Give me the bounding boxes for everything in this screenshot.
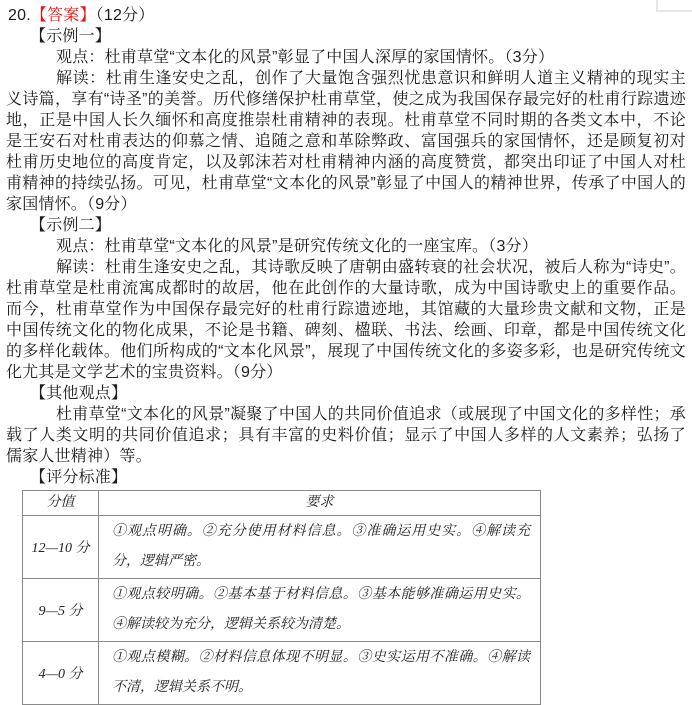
score-range-mid: 9—5 分 bbox=[23, 579, 99, 642]
question-number: 20. bbox=[8, 7, 31, 24]
other-views-text: 杜甫草堂“文本化的风景”凝聚了中国人的共同价值追求（或展现了中国文化的多样性；承载了人类文明的共同价值追求；具有丰富的史料价值；显示了中国人多样的人文素养；弘扬了儒家人世精神）等。 bbox=[6, 406, 686, 465]
example1-interpretation: 解读：杜甫生逢安史之乱，创作了大量饱含强烈忧患意识和鲜明人道主义精神的现实主义诗篇，享有“诗圣”的美誉。历代修缮保护杜甫草堂，使之成为我国保存最完好的杜甫行踪遗迹地，正是中国人长久缅怀和高度推崇杜甫精神的表现。杜甫草堂不同时期的各类文本中，不论是王安石对杜甫表达的仰慕之情、追随之意和革除弊政、富国强兵的家国情怀，还是顾复初对杜甫历史地位的高度肯定，以及郭沫若对杜甫精神内涵的高度赞赏，都突出印证了中国人对杜甫精神的持续弘扬。可见，杜甫草堂“文本化的风景”彰显了中国人的精神世界，传承了中国人的家国情怀。（9分） bbox=[6, 70, 686, 213]
example2-title: 【示例二】 bbox=[30, 217, 112, 234]
rubric-title: 【评分标准】 bbox=[30, 469, 128, 486]
rubric-row-high bbox=[23, 516, 541, 579]
answer-header-line bbox=[8, 5, 686, 26]
requirement-low: ①观点模糊。②材料信息体现不明显。③史实运用不准确。④解读不清，逻辑关系不明。 bbox=[99, 642, 541, 705]
example1-viewpoint: 观点：杜甫草堂“文本化的风景”彰显了中国人深厚的家国情怀。（3分） bbox=[56, 49, 555, 66]
column-header-requirement: 要求 bbox=[99, 491, 541, 516]
other-views-title: 【其他观点】 bbox=[30, 385, 128, 402]
rubric-row-low bbox=[23, 642, 541, 705]
rubric-header-row bbox=[23, 491, 541, 516]
example2-viewpoint: 观点：杜甫草堂“文本化的风景”是研究传统文化的一座宝库。（3分） bbox=[56, 238, 538, 255]
scrollbar-corner-artifact bbox=[656, 0, 692, 12]
score-range-low: 4—0 分 bbox=[23, 642, 99, 705]
requirement-high: ①观点明确。②充分使用材料信息。③准确运用史实。④解读充分，逻辑严密。 bbox=[99, 516, 541, 579]
example2-interpretation: 解读：杜甫生逢安史之乱，其诗歌反映了唐朝由盛转衰的社会状况，被后人称为“诗史”。杜甫草堂是杜甫流寓成都时的故居，他在此创作的大量诗歌，成为中国诗歌史上的重要作品。而今，杜甫草堂作为中国保存最完好的杜甫行踪遗迹地，其馆藏的大量珍贵文献和文物，正是中国传统文化的物化成果，不论是书籍、碑刻、楹联、书法、绘画、印章，都是中国传统文化的多样化载体。他们所构成的“文本化风景”，展现了中国传统文化的多姿多彩，也是研究传统文化尤其是文学艺术的宝贵资料。（9分） bbox=[6, 259, 686, 381]
requirement-mid: ①观点较明确。②基本基于材料信息。③基本能够准确运用史实。④解读较为充分，逻辑关系较为清楚。 bbox=[99, 579, 541, 642]
rubric-table bbox=[22, 490, 541, 705]
score-range-high: 12—10 分 bbox=[23, 516, 99, 579]
total-score: （12分） bbox=[95, 7, 155, 24]
example1-title: 【示例一】 bbox=[30, 28, 112, 45]
column-header-score: 分值 bbox=[23, 491, 99, 516]
rubric-row-mid bbox=[23, 579, 541, 642]
answer-label: 【答案】 bbox=[30, 7, 96, 24]
